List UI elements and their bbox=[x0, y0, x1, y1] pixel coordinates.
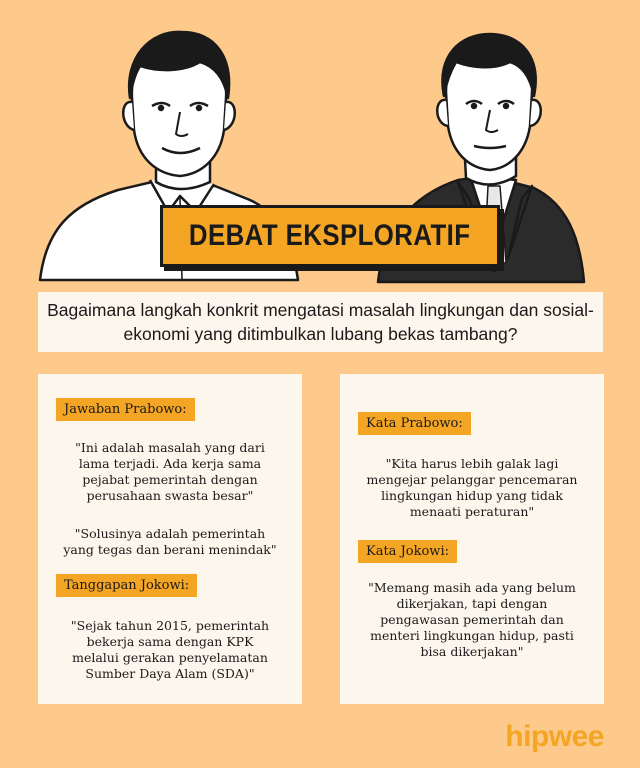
quote-jokowi-1: "Sejak tahun 2015, pemerintah bekerja sama dengan KPK melalui gerakan penyelamatan Sumber Daya Alam (SDA)" bbox=[70, 618, 270, 681]
title: DEBAT EKSPLORATIF bbox=[189, 219, 471, 252]
quote-prabowo-1: "Ini adalah masalah yang dari lama terjadi. Ada kerja sama pejabat pemerintah dengan perusahaan swasta besar" bbox=[75, 440, 265, 503]
quote-jokowi-2: "Memang masih ada yang belum dikerjakan, tapi dengan pengawasan pemerintah dan menteri lingkungan hidup, pasti bisa dikerjakan" bbox=[368, 580, 576, 659]
left-card bbox=[38, 374, 302, 704]
quote-prabowo-3: "Kita harus lebih galak lagi mengejar pelanggar pencemaran lingkungan hidup yang tidak menaati peraturan" bbox=[366, 456, 578, 519]
label-kata-jokowi: Kata Jokowi: bbox=[358, 540, 457, 563]
label-tanggapan-jokowi: Tanggapan Jokowi: bbox=[56, 574, 197, 597]
label-kata-prabowo: Kata Prabowo: bbox=[358, 412, 471, 435]
quote-prabowo-2: "Solusinya adalah pemerintah yang tegas dan berani menindak" bbox=[63, 526, 277, 557]
right-card bbox=[340, 374, 604, 704]
question-text: Bagaimana langkah konkrit mengatasi masalah lingkungan dan sosial-ekonomi yang ditimbulkan lubang bekas tambang? bbox=[47, 300, 594, 344]
question-box bbox=[38, 292, 603, 352]
label-jawaban-prabowo: Jawaban Prabowo: bbox=[56, 398, 195, 421]
hipwee-logo: hipwee bbox=[505, 720, 604, 753]
title-banner bbox=[160, 205, 500, 267]
